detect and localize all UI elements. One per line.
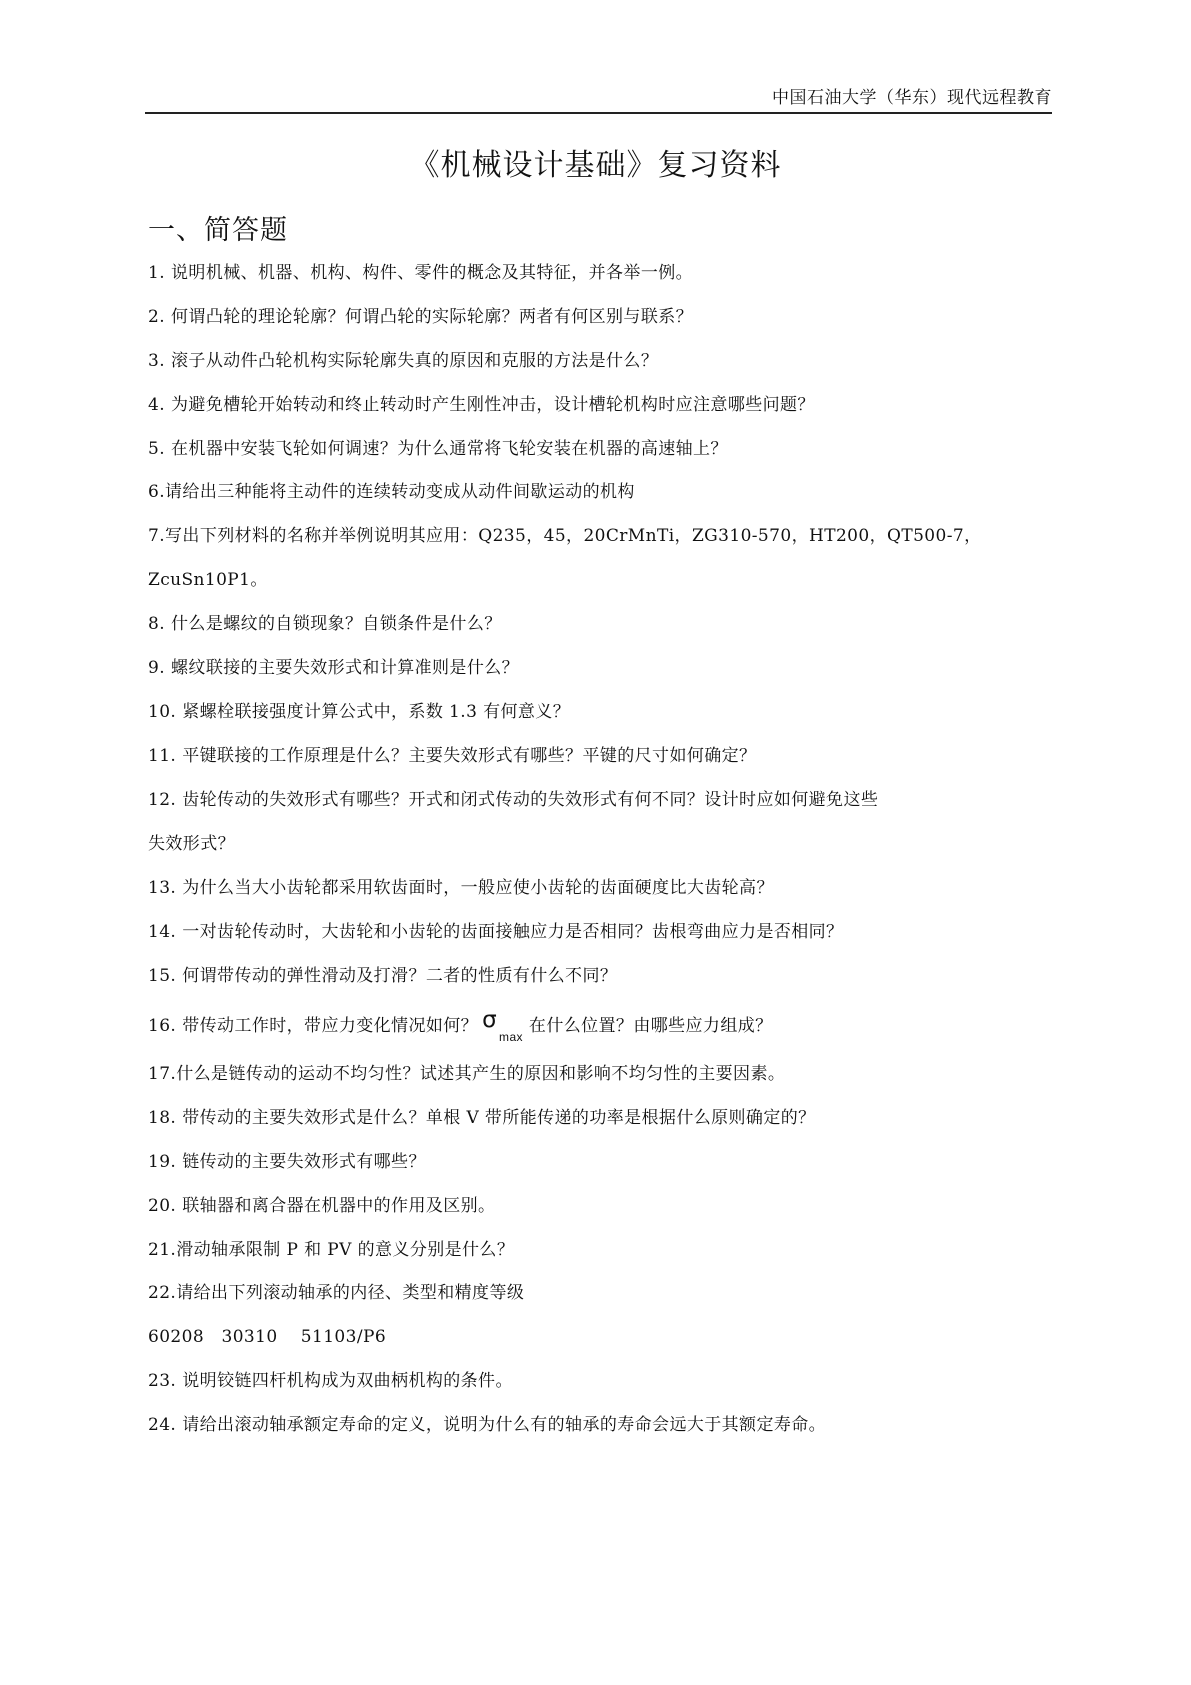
question-number: 21. <box>148 1240 177 1260</box>
question-number: 14. <box>148 922 177 942</box>
section-title: 一、简答题 <box>148 215 288 246</box>
question-2 <box>148 305 693 329</box>
question-number: 12. <box>148 790 177 810</box>
question-text: 何谓带传动的弹性滑动及打滑？二者的性质有什么不同？ <box>182 966 618 986</box>
question-1 <box>148 261 693 285</box>
question-9 <box>148 656 519 680</box>
question-7 <box>148 524 981 548</box>
question-number: 11. <box>148 746 177 766</box>
question-text: 写出下列材料的名称并举例说明其应用：Q235，45，20CrMnTi，ZG310-570，HT200，QT500-7， <box>165 526 982 546</box>
question-text: 齿轮传动的失效形式有哪些？开式和闭式传动的失效形式有何不同？设计时应如何避免这些 <box>182 790 879 810</box>
question-22-bearing-codes: 60208 30310 51103/P6 <box>148 1327 387 1347</box>
sigma-subscript: max <box>499 1030 523 1044</box>
sigma-symbol: σ <box>482 1007 498 1033</box>
question-text: 说明铰链四杆机构成为双曲柄机构的条件。 <box>182 1371 513 1391</box>
question-10 <box>148 700 570 724</box>
question-16 <box>148 1007 773 1044</box>
question-number: 8. <box>148 614 166 634</box>
question-number: 17. <box>148 1064 177 1084</box>
question-24 <box>148 1413 826 1437</box>
question-14 <box>148 920 843 944</box>
question-number: 9. <box>148 658 166 678</box>
question-text: 请给出三种能将主动件的连续转动变成从动件间歇运动的机构 <box>165 482 635 502</box>
question-number: 15. <box>148 966 177 986</box>
question-number: 24. <box>148 1415 177 1435</box>
question-11 <box>148 744 756 768</box>
question-number: 16. <box>148 1016 177 1036</box>
question-12-continuation: 失效形式？ <box>148 834 235 854</box>
question-number: 3. <box>148 351 166 371</box>
question-20 <box>148 1194 495 1218</box>
question-6 <box>148 480 635 504</box>
question-text: 什么是链传动的运动不均匀性？试述其产生的原因和影响不均匀性的主要因素。 <box>176 1064 786 1084</box>
question-number: 18. <box>148 1108 177 1128</box>
question-number: 7. <box>148 526 166 546</box>
header-org: 中国石油大学（华东）现代远程教育 <box>772 88 1052 108</box>
question-text: 链传动的主要失效形式有哪些？ <box>182 1152 426 1172</box>
question-text: 什么是螺纹的自锁现象？自锁条件是什么？ <box>171 614 502 634</box>
question-text: 平键联接的工作原理是什么？主要失效形式有哪些？平键的尺寸如何确定？ <box>182 746 757 766</box>
question-number: 2. <box>148 307 166 327</box>
question-text: 在机器中安装飞轮如何调速？为什么通常将飞轮安装在机器的高速轴上？ <box>171 439 728 459</box>
question-number: 20. <box>148 1196 177 1216</box>
question-7-continuation: ZcuSn10P1。 <box>148 570 268 590</box>
question-number: 6. <box>148 482 166 502</box>
question-3 <box>148 349 658 373</box>
question-18 <box>148 1106 816 1130</box>
question-number: 4. <box>148 395 166 415</box>
question-5 <box>148 437 728 461</box>
question-number: 13. <box>148 878 177 898</box>
question-4 <box>148 393 815 417</box>
question-text: 滑动轴承限制 P 和 PV 的意义分别是什么？ <box>176 1240 515 1260</box>
document-title: 《机械设计基础》复习资料 <box>409 148 782 183</box>
question-number: 23. <box>148 1371 177 1391</box>
question-text: 带传动的主要失效形式是什么？单根 V 带所能传递的功率是根据什么原则确定的？ <box>182 1108 816 1128</box>
question-number: 22. <box>148 1283 177 1303</box>
question-text: 联轴器和离合器在机器中的作用及区别。 <box>182 1196 496 1216</box>
question-text: 何谓凸轮的理论轮廓？何谓凸轮的实际轮廓？两者有何区别与联系？ <box>171 307 694 327</box>
question-19 <box>148 1150 426 1174</box>
question-number: 19. <box>148 1152 177 1172</box>
header-divider <box>145 112 1052 114</box>
question-13 <box>148 876 774 900</box>
question-8 <box>148 612 502 636</box>
question-text: 请给出下列滚动轴承的内径、类型和精度等级 <box>176 1283 525 1303</box>
question-text: 说明机械、机器、机构、构件、零件的概念及其特征，并各举一例。 <box>171 263 694 283</box>
question-text-after: 在什么位置？由哪些应力组成？ <box>528 1016 773 1036</box>
question-21 <box>148 1238 514 1262</box>
question-12 <box>148 788 878 812</box>
question-text: 螺纹联接的主要失效形式和计算准则是什么？ <box>171 658 520 678</box>
question-text: 为避免槽轮开始转动和终止转动时产生刚性冲击，设计槽轮机构时应注意哪些问题？ <box>171 395 815 415</box>
question-text: 一对齿轮传动时，大齿轮和小齿轮的齿面接触应力是否相同？齿根弯曲应力是否相同？ <box>182 922 844 942</box>
question-number: 5. <box>148 439 166 459</box>
question-text: 滚子从动件凸轮机构实际轮廓失真的原因和克服的方法是什么？ <box>171 351 659 371</box>
question-15 <box>148 964 617 988</box>
question-22 <box>148 1281 524 1305</box>
question-17 <box>148 1062 785 1086</box>
question-23 <box>148 1369 513 1393</box>
question-text: 紧螺栓联接强度计算公式中，系数 1.3 有何意义？ <box>182 702 571 722</box>
question-text: 请给出滚动轴承额定寿命的定义，说明为什么有的轴承的寿命会远大于其额定寿命。 <box>182 1415 827 1435</box>
question-number: 1. <box>148 263 166 283</box>
question-text: 带传动工作时，带应力变化情况如何？ <box>182 1016 479 1036</box>
question-number: 10. <box>148 702 177 722</box>
question-text: 为什么当大小齿轮都采用软齿面时，一般应使小齿轮的齿面硬度比大齿轮高？ <box>182 878 774 898</box>
